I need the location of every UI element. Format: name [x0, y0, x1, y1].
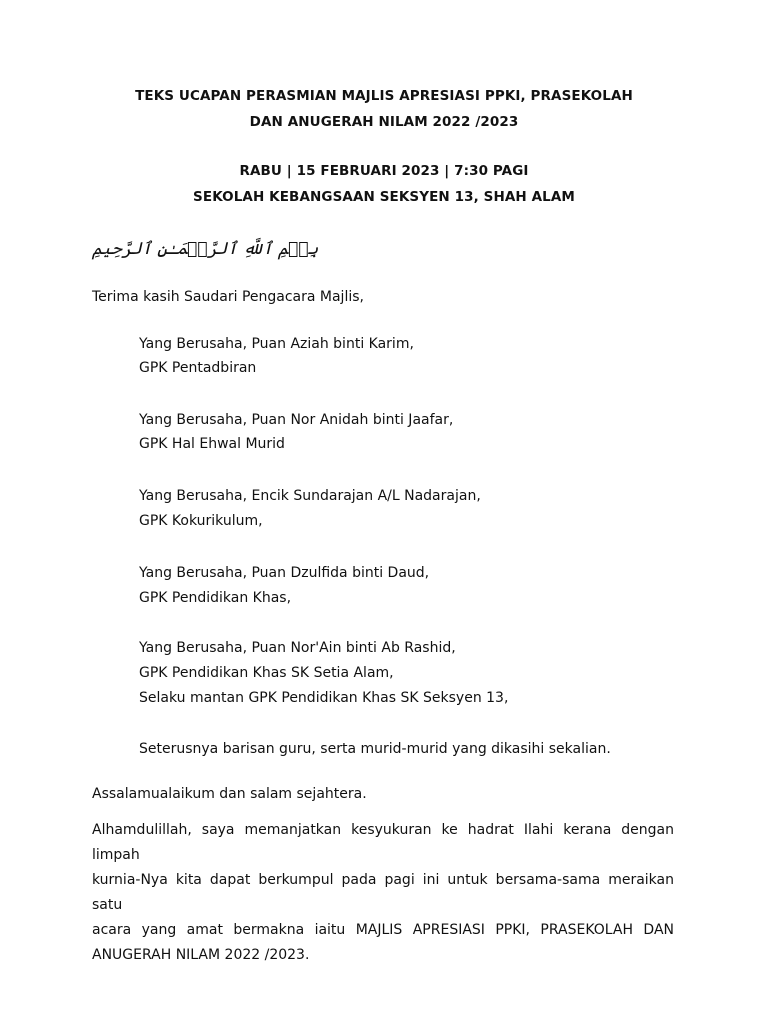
salutation-2-title: GPK Hal Ehwal Murid	[139, 436, 285, 452]
closing-salutation: Seterusnya barisan guru, serta murid-murid yang dikasihi sekalian.	[139, 741, 611, 757]
salutation-5-note: Selaku mantan GPK Pendidikan Khas SK Seksyen 13,	[139, 690, 509, 706]
body-paragraph-line-4: ANUGERAH NILAM 2022 /2023.	[92, 947, 310, 963]
event-venue-line: SEKOLAH KEBANGSAAN SEKSYEN 13, SHAH ALAM	[193, 189, 575, 205]
salutation-3-name: Yang Berusaha, Encik Sundarajan A/L Nadarajan,	[139, 488, 481, 504]
salutation-1-title: GPK Pentadbiran	[139, 360, 257, 376]
salutation-5-title: GPK Pendidikan Khas SK Setia Alam,	[139, 665, 394, 681]
body-paragraph-line-3: acara yang amat bermakna iaitu MAJLIS APRESIASI PPKI, PRASEKOLAH DAN	[92, 922, 674, 938]
salutation-3-title: GPK Kokurikulum,	[139, 513, 263, 529]
salutation-1-name: Yang Berusaha, Puan Aziah binti Karim,	[139, 336, 414, 352]
bismillah-calligraphy: بِسۡمِ ٱللَّهِ ٱلرَّحۡمَـٰنِ ٱلرَّحِيمِ	[92, 239, 319, 259]
body-paragraph-line-1: Alhamdulillah, saya memanjatkan kesyukuran ke hadrat Ilahi kerana dengan limpah	[92, 822, 674, 863]
salutation-2-name: Yang Berusaha, Puan Nor Anidah binti Jaafar,	[139, 412, 454, 428]
body-paragraph-line-2: kurnia-Nya kita dapat berkumpul pada pagi ini untuk bersama-sama meraikan satu	[92, 872, 674, 913]
salutation-4-name: Yang Berusaha, Puan Dzulfida binti Daud,	[139, 565, 430, 581]
document-title-line-2: DAN ANUGERAH NILAM 2022 /2023	[249, 114, 519, 130]
body-paragraph	[92, 818, 674, 968]
salutation-4-title: GPK Pendidikan Khas,	[139, 590, 292, 606]
salutation-5-name: Yang Berusaha, Puan Nor'Ain binti Ab Rashid,	[139, 640, 456, 656]
document-title-line-1: TEKS UCAPAN PERASMIAN MAJLIS APRESIASI PPKI, PRASEKOLAH	[135, 88, 633, 104]
greeting-line: Terima kasih Saudari Pengacara Majlis,	[92, 289, 364, 305]
event-date-line: RABU | 15 FEBRUARI 2023 | 7:30 PAGI	[239, 163, 529, 179]
salam-line: Assalamualaikum dan salam sejahtera.	[92, 786, 367, 802]
